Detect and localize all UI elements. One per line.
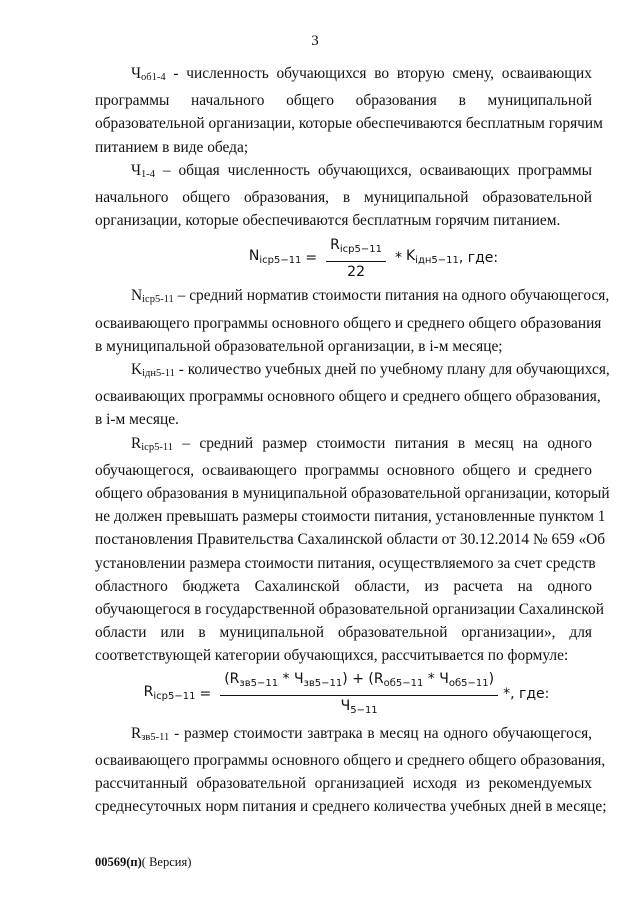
document-version: ( Версия) <box>141 855 192 869</box>
text-line: установлении размера стоимости питания, осуществляемого за счет средств <box>95 554 596 572</box>
text-line: рассчитанный образовательной организацией исходя из рекомендуемых <box>95 775 592 793</box>
symbol: N <box>131 287 143 305</box>
denominator-symbol: Ч <box>340 697 351 714</box>
text-line: осваивающего программы основного общего и среднего общего образования, <box>95 751 606 769</box>
text-line: области или в муниципальной образовательной организации», для <box>95 624 592 642</box>
text-line: общего образования в муниципальной образовательной организации, который <box>95 485 610 503</box>
formula-equals: = <box>305 249 318 266</box>
num-part: (R <box>224 670 240 687</box>
text-line: организации, которые обеспечиваются бесплатным горячим питанием. <box>95 212 561 230</box>
symbol: Ч <box>131 65 142 82</box>
text-line: осваивающих программы основного общего и среднего общего образования, <box>95 388 601 406</box>
symbol-subscript: зв5-11 <box>141 731 170 743</box>
text-line: образовательной организации, которые обеспечиваются бесплатным горячим <box>95 115 603 133</box>
paragraph-ch-1-4 <box>95 159 592 233</box>
formula-lhs: R <box>143 684 154 701</box>
formula-tail: *, где: <box>503 686 550 703</box>
text-line: - количество учебных дней по учебному плану для обучающихся, <box>174 361 610 379</box>
paragraph-ch-ob1-4 <box>95 62 603 159</box>
fraction-denominator: 22 <box>347 263 365 280</box>
formula-fraction <box>220 670 498 720</box>
fraction-numerator <box>220 670 498 696</box>
symbol-subscript: об1-4 <box>141 72 166 83</box>
fraction-numerator <box>326 236 386 262</box>
text-line: в муниципальной образовательной организации, в i-м месяце; <box>95 337 503 355</box>
symbol-subscript: iдн5-11 <box>142 368 175 380</box>
symbol-subscript: 1-4 <box>141 168 156 180</box>
paragraph-r-zv <box>95 722 607 819</box>
formula-tail: , где: <box>458 249 499 266</box>
denominator-subscript: 5−11 <box>350 704 378 716</box>
text-line: программы начального общего образования в муниципальной <box>95 92 592 110</box>
paragraph-n-icp <box>95 284 610 358</box>
text-line: обучающегося, осваивающего программы основного общего и среднего <box>95 461 592 479</box>
text-line: постановления Правительства Сахалинской области от 30.12.2014 № 659 «Об <box>95 531 606 549</box>
formula-lhs-subscript: icp5−11 <box>153 691 196 703</box>
num-subscript: зв5−11 <box>239 677 279 689</box>
symbol: R <box>131 434 142 452</box>
numerator-symbol: R <box>330 236 340 253</box>
formula-r-icp <box>101 672 592 718</box>
text-line: среднесуточных норм питания и среднего количества учебных дней в месяце; <box>95 798 607 816</box>
formula-equals: = <box>199 686 212 703</box>
num-subscript: зв5−11 <box>303 677 343 689</box>
formula-n-icp <box>155 236 592 280</box>
paragraph-r-icp <box>95 432 610 668</box>
formula-lhs: N <box>248 247 260 264</box>
text-line: обучающегося в государственной образовательной организации Сахалинской <box>95 601 604 619</box>
formula-lhs-subscript: icp5−11 <box>259 254 302 266</box>
symbol-subscript: icp5-11 <box>141 441 173 453</box>
formula-k: K <box>405 247 416 264</box>
num-part: * Ч <box>423 670 449 687</box>
text-line: – средний норматив стоимости питания на одного обучающегося, <box>173 287 610 305</box>
text-line: начального общего образования, в муниципальной образовательной <box>95 189 592 207</box>
text-line: - размер стоимости завтрака в месяц на одного обучающегося, <box>169 724 592 742</box>
text-line: - численность обучающихся во вторую смену, осваивающих <box>165 65 592 82</box>
page-number: 3 <box>311 33 319 49</box>
text-line: осваивающего программы основного общего и среднего общего образования <box>95 314 602 332</box>
num-part: * Ч <box>278 670 304 687</box>
document-footer <box>95 855 191 870</box>
document-code: 00569(п) <box>95 855 142 869</box>
formula-times: * <box>394 249 402 266</box>
formula-fraction <box>326 236 386 281</box>
num-subscript: об5−11 <box>383 677 424 689</box>
text-line: областного бюджета Сахалинской области, из расчета на одного <box>95 577 592 595</box>
text-line: не должен превышать размеры стоимости питания, установленные пунктом 1 <box>95 508 606 526</box>
paragraph-k-idn <box>95 358 610 432</box>
num-part: ) <box>488 670 495 687</box>
num-subscript: об5−11 <box>448 677 489 689</box>
formula-k-subscript: iдн5−11 <box>415 254 459 266</box>
symbol-subscript: icp5-11 <box>142 294 174 306</box>
symbol: R <box>131 724 142 742</box>
text-line: в i-м месяце. <box>95 411 179 429</box>
text-line: питанием в виде обеда; <box>95 138 249 156</box>
text-line: – общая численность обучающихся, осваивающих программы <box>155 161 592 179</box>
fraction-denominator <box>341 696 378 720</box>
numerator-subscript: icp5−11 <box>339 243 382 255</box>
symbol: Ч <box>131 161 142 179</box>
text-line: – средний размер стоимости питания в месяц на одного <box>172 434 592 452</box>
text-line: соответствующей категории обучающихся, рассчитывается по формуле: <box>95 647 569 665</box>
document-body <box>95 62 610 818</box>
symbol: K <box>131 361 143 379</box>
num-part: ) + (R <box>342 670 384 687</box>
